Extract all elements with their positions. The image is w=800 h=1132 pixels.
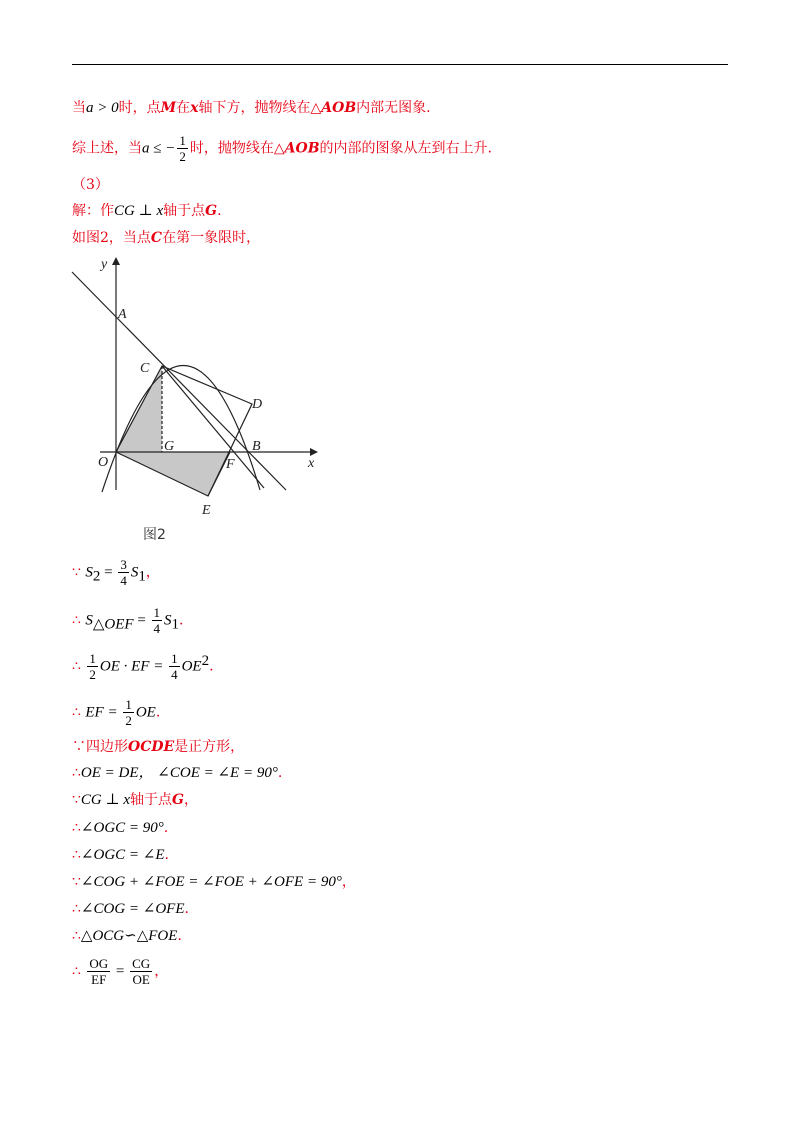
label-o: O [98, 455, 109, 470]
figure-caption: 图2 [143, 527, 166, 543]
solution-line-5: 如图2，当点C在第一象限时， [72, 230, 261, 246]
label-f: F [226, 457, 235, 472]
header-rule [72, 64, 728, 65]
figure-2 [70, 252, 330, 526]
label-d: D [252, 397, 263, 412]
step-9: ∴∠OGC = ∠E. [72, 847, 169, 863]
y-axis-arrow [112, 257, 120, 265]
step-7: ∵CG ⊥ x轴于点G， [72, 792, 198, 808]
label-b: B [252, 439, 261, 454]
part-3-label: （3） [72, 177, 109, 193]
label-g: G [164, 439, 175, 454]
label-c: C [140, 361, 150, 376]
shaded-triangle-oef [116, 452, 230, 496]
step-2: ∴ $S_{\triangle OEF}$ = $\frac{1}{4}$ $S_1$. [72, 605, 184, 636]
label-y: y [101, 257, 108, 272]
x-axis-arrow [310, 448, 318, 456]
step-3: ∴ $\frac{1}{2}$ OE · EF = $\frac{1}{4}$ $OE^2$. [72, 651, 214, 683]
fraction: $\frac{1}{2}$ [179, 133, 186, 164]
solution-line-1: 当a > 0时，点M在x轴下方，抛物线在△AOB内部无图象. [72, 100, 431, 116]
solution-line-4: 解：作CG ⊥ x轴于点G. [72, 203, 222, 219]
label-e: E [202, 503, 211, 518]
step-11: ∴∠COG = ∠OFE. [72, 901, 189, 917]
step-13: ∴ $\frac{OG}{EF}$ = $\frac{CG}{OE}$ ， [72, 956, 169, 987]
label-a: A [118, 307, 127, 322]
step-8: ∴∠OGC = 90°. [72, 820, 169, 836]
step-10: ∵∠COG + ∠FOE = ∠FOE + ∠OFE = 90°， [72, 874, 356, 890]
solution-line-2: 综上述，当a ≤ − $\frac{1}{2}$ 时，抛物线在△AOB的内部的图象从左到右上升. [72, 133, 492, 164]
step-4: ∴ EF = $\frac{1}{2}$ OE. [72, 697, 161, 728]
step-1: ∵ $S_2$ = $\frac{3}{4}$ $S_1$， [72, 557, 160, 588]
step-6: ∴OE = DE， ∠COE = ∠E = 90°. [72, 765, 283, 781]
label-x: x [308, 456, 315, 471]
step-5: ∵四边形OCDE是正方形， [72, 739, 245, 755]
step-12: ∴△OCG∽△FOE. [72, 928, 182, 944]
